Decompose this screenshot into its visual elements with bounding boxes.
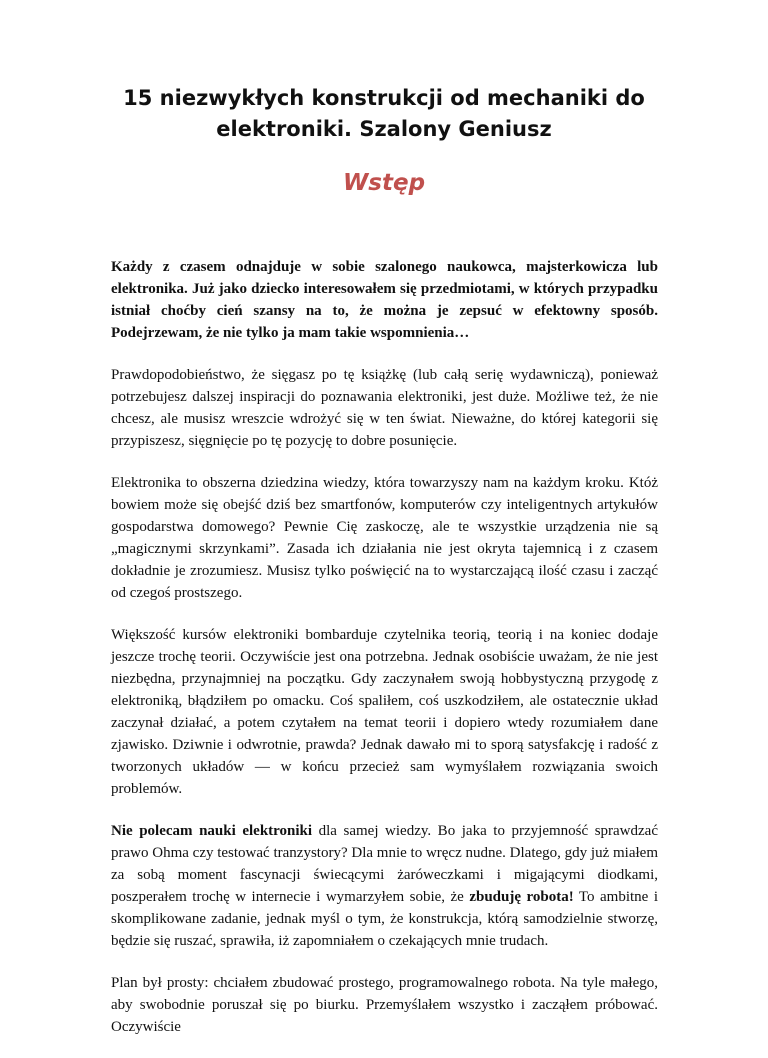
paragraph-2: Prawdopodobieństwo, że sięgasz po tę książkę (lub całą serię wydawniczą), ponieważ potrzebujesz dalszej inspiracji do poznawania elektroniki, jest duże. Możliwe też, że nie chcesz, ale musisz wreszcie wdrożyć się w ten świat. Nieważne, do której kategorii się przypiszesz, sięgnięcie po tę pozycję to dobre posunięcie. (111, 367, 658, 449)
paragraph-5 (111, 820, 658, 952)
section-heading: Wstęp (342, 170, 426, 196)
bold-phrase-robot: zbuduję robota! (469, 889, 574, 905)
paragraph-4: Większość kursów elektroniki bombarduje czytelnika teorią, teorią i na koniec dodaje jeszcze trochę teorii. Oczywiście jest ona potrzebna. Jednak osobiście uważam, że nie jest niezbędna, przynajmniej na początku. Gdy zaczynałem swoją hobbystyczną przygodę z elektroniką, błądziłem po omacku. Coś spaliłem, coś uszkodziłem, ale ostatecznie układ zaczynał działać, a potem czytałem na temat teorii i dopiero wtedy rozumiałem dane zjawisko. Dziwnie i odwrotnie, prawda? Jednak dawało mi to sporą satysfakcję i radość z tworzonych układów — w końcu przecież sam wymyślałem rozwiązania swoich problemów. (111, 627, 658, 797)
paragraph-5-text-a: dla samej wiedzy. Bo jaka to przyjemność sprawdzać prawo Ohma czy testować tranzystory? Dla mnie to wręcz nudne. Dlatego, gdy już miałem za sobą moment fascynacji świecącymi żaróweczkami i migającymi diodkami, poszperałem trochę w internecie i wymarzyłem sobie, że (111, 823, 658, 905)
paragraph-6: Plan był prosty: chciałem zbudować prostego, programowalnego robota. Na tyle małego, aby swobodnie poruszał się po biurku. Przemyślałem wszystko i zacząłem próbować. Oczywiście (111, 975, 658, 1035)
bold-phrase-nauki: Nie polecam nauki elektroniki (111, 823, 313, 839)
page-title: 15 niezwykłych konstrukcji od mechaniki do elektroniki. Szalony Geniusz (123, 86, 645, 141)
lead-paragraph: Każdy z czasem odnajduje w sobie szalonego naukowca, majsterkowicza lub elektronika. Już jako dziecko interesowałem się przedmiotami, w których przypadku istniał choćby cień szansy na to, że można je zepsuć w efektowny sposób. Podejrzewam, że nie tylko ja mam takie wspomnienia… (111, 259, 658, 341)
body-text (111, 256, 658, 1058)
paragraph-5-text-b: To ambitne i skomplikowane zadanie, jednak myśl o tym, że konstrukcja, którą samodzielnie stworzę, będzie się ruszać, sprawiła, iż zapomniałem o czekających mnie trudach. (111, 889, 658, 949)
paragraph-3: Elektronika to obszerna dziedzina wiedzy, która towarzyszy nam na każdym kroku. Któż bowiem może się obejść dziś bez smartfonów, komputerów czy inteligentnych artykułów gospodarstwa domowego? Pewnie Cię zaskoczę, ale te wszystkie urządzenia nie są „magicznymi skrzynkami”. Zasada ich działania nie jest okryta tajemnicą i z czasem dokładnie je zrozumiesz. Musisz tylko poświęcić na to wystarczającą ilość czasu i zacząć od czegoś prostszego. (111, 475, 658, 601)
